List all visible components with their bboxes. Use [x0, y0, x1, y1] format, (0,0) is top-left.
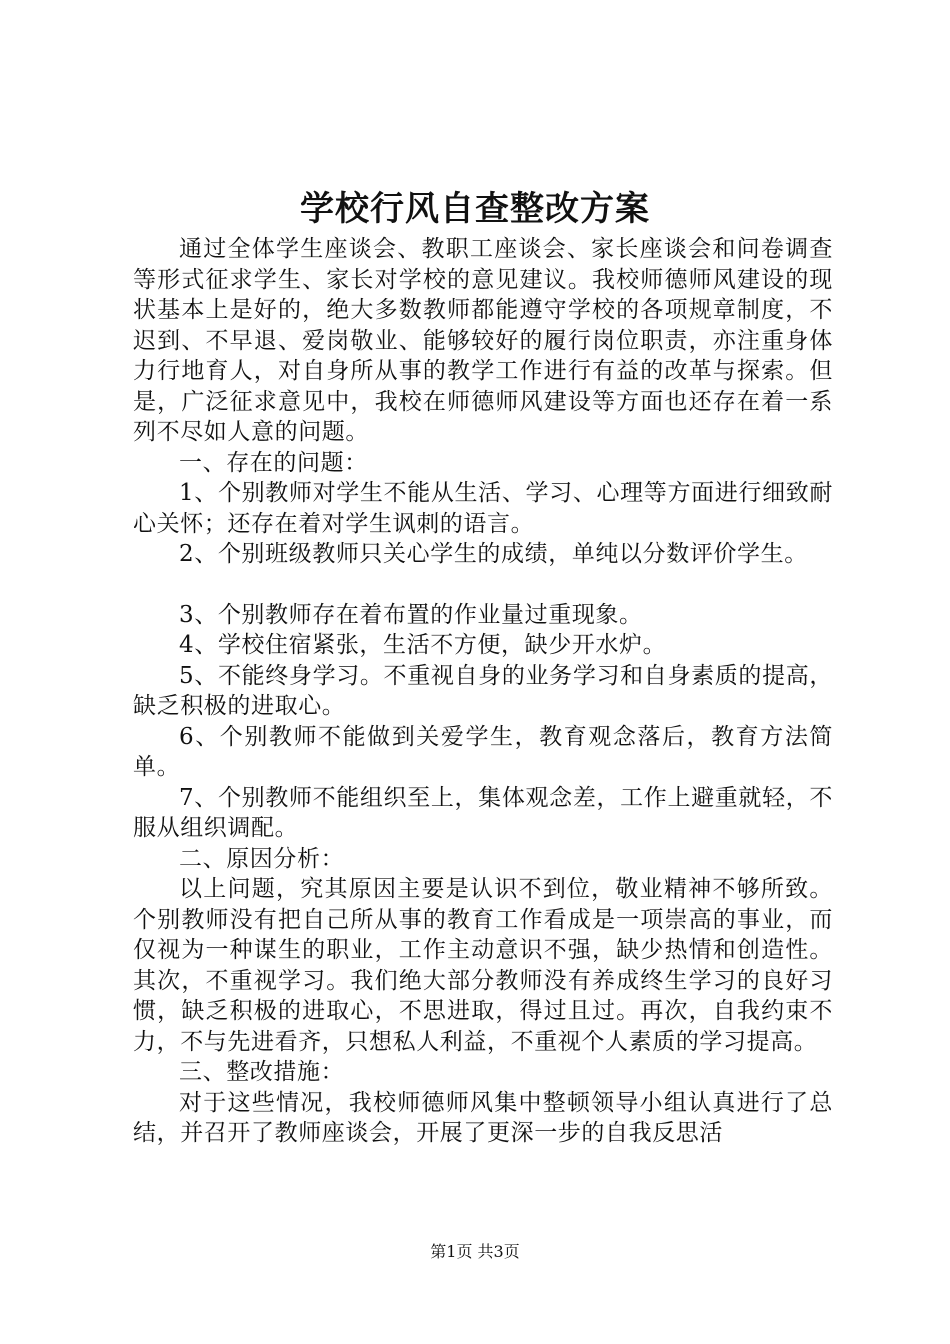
document-body	[133, 234, 833, 1149]
section-heading-problems: 一、存在的问题：	[179, 449, 368, 476]
intro-paragraph: 通过全体学生座谈会、教职工座谈会、家长座谈会和问卷调查等形式征求学生、家长对学校的意见建议。我校师德师风建设的现状基本上是好的，绝大多数教师都能遵守学校的各项规章制度，不迟到、不早退、爱岗敬业、能够较好的履行岗位职责，亦注重身体力行地育人，对自身所从事的教学工作进行有益的改革与探索。但是，广泛征求意见中，我校在师德师风建设等方面也还存在着一系列不尽如人意的问题。	[133, 236, 833, 445]
problem-item-3: 3、个别教师存在着布置的作业量过重现象。	[179, 601, 643, 628]
problem-item-5: 5、不能终身学习。不重视自身的业务学习和自身素质的提高，缺乏积极的进取心。	[133, 662, 833, 719]
section-heading-causes: 二、原因分析：	[179, 845, 345, 872]
section-heading-measures: 三、整改措施：	[179, 1059, 345, 1085]
problem-item-6: 6、个别教师不能做到关爱学生，教育观念落后，教育方法简单。	[133, 723, 833, 780]
page-footer: 第1页 共3页	[430, 1242, 520, 1261]
problem-item-7: 7、个别教师不能组织至上，集体观念差，工作上避重就轻，不服从组织调配。	[133, 784, 833, 841]
problem-item-1: 1、个别教师对学生不能从生活、学习、心理等方面进行细致耐心关怀；还存在着对学生讽刺的语言。	[133, 480, 833, 537]
problem-item-2: 2、个别班级教师只关心学生的成绩，单纯以分数评价学生。	[179, 541, 808, 567]
measures-paragraph: 对于这些情况，我校师德师风集中整顿领导小组认真进行了总结，并召开了教师座谈会，开展了更深一步的自我反思活	[133, 1089, 833, 1146]
problem-item-4: 4、学校住宿紧张，生活不方便，缺少开水炉。	[179, 632, 667, 658]
document-title: 学校行风自查整改方案	[300, 189, 650, 229]
causes-paragraph: 以上问题，究其原因主要是认识不到位，敬业精神不够所致。个别教师没有把自己所从事的教育工作看成是一项崇高的事业，而仅视为一种谋生的职业，工作主动意识不强，缺少热情和创造性。其次，不重视学习。我们绝大部分教师没有养成终生学习的良好习惯，缺乏积极的进取心，不思进取，得过且过。再次，自我约束不力，不与先进看齐，只想私人利益，不重视个人素质的学习提高。	[133, 876, 833, 1055]
